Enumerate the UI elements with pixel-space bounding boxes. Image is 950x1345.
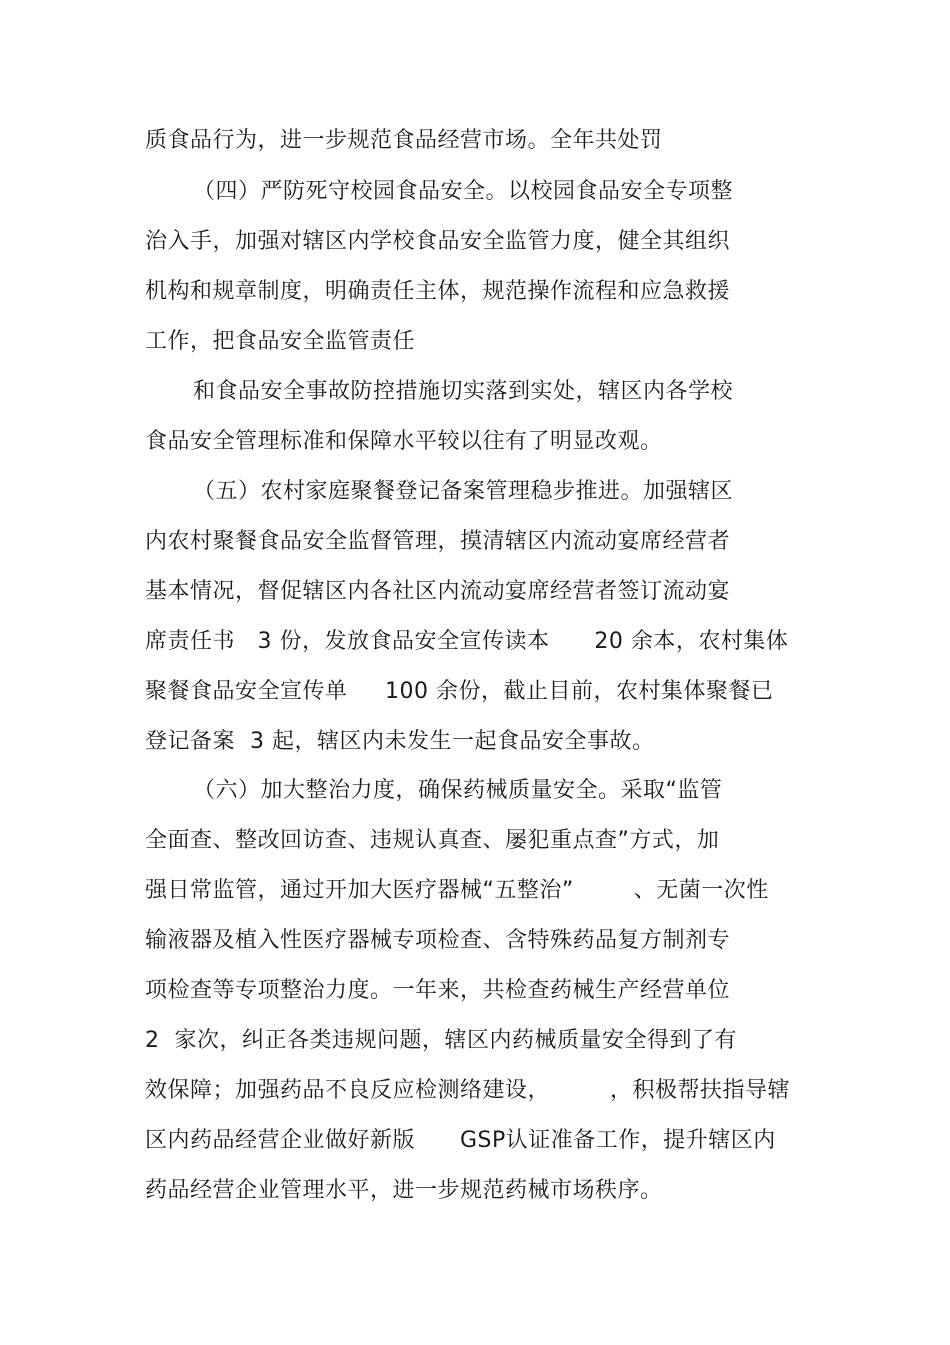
paragraph-line: 强日常监管，通过开加大医疗器械“五整治” 、无菌一次性 bbox=[145, 878, 769, 903]
paragraph-line: 聚餐食品安全宣传单 100 余份，截止目前，农村集体聚餐已 bbox=[145, 679, 774, 704]
paragraph-line: 质食品行为，进一步规范食品经营市场。全年共处罚 bbox=[145, 128, 663, 153]
paragraph-line: （四）严防死守校园食品安全。以校园食品安全专项整 bbox=[193, 179, 734, 204]
paragraph-line: 药品经营企业管理水平，进一步规范药械市场秩序。 bbox=[145, 1178, 663, 1203]
paragraph-line: 全面查、整改回访查、违规认真查、屡犯重点查”方式，加 bbox=[145, 828, 720, 853]
paragraph-line: 登记备案 3 起，辖区内未发生一起食品安全事故。 bbox=[145, 729, 655, 754]
paragraph-line: 效保障；加强药品不良反应检测络建设， ，积极帮扶指导辖 bbox=[145, 1078, 790, 1103]
paragraph-line: （六）加大整治力度，确保药械质量安全。采取“监管 bbox=[193, 778, 723, 803]
paragraph-line: 和食品安全事故防控措施切实落到实处，辖区内各学校 bbox=[193, 379, 734, 404]
paragraph-line: （五）农村家庭聚餐登记备案管理稳步推进。加强辖区 bbox=[193, 479, 734, 504]
paragraph-line: 项检查等专项整治力度。一年来，共检查药械生产经营单位 bbox=[145, 978, 731, 1003]
paragraph-line: 机构和规章制度，明确责任主体，规范操作流程和应急救援 bbox=[145, 279, 731, 304]
paragraph-line: 工作，把食品安全监管责任 bbox=[145, 329, 416, 354]
paragraph-line: 席责任书 3 份，发放食品安全宣传读本 20 余本，农村集体 bbox=[145, 629, 789, 654]
paragraph-line: 2 家次，纠正各类违规问题，辖区内药械质量安全得到了有 bbox=[145, 1028, 737, 1053]
paragraph-line: 区内药品经营企业做好新版 GSP认证准备工作，提升辖区内 bbox=[145, 1128, 776, 1153]
paragraph-line: 食品安全管理标准和保障水平较以往有了明显改观。 bbox=[145, 429, 663, 454]
paragraph-line: 内农村聚餐食品安全监督管理，摸清辖区内流动宴席经营者 bbox=[145, 529, 731, 554]
paragraph-line: 输液器及植入性医疗器械专项检查、含特殊药品复方制剂专 bbox=[145, 928, 731, 953]
paragraph-line: 治入手，加强对辖区内学校食品安全监管力度，健全其组织 bbox=[145, 229, 731, 254]
paragraph-line: 基本情况，督促辖区内各社区内流动宴席经营者签订流动宴 bbox=[145, 579, 731, 604]
